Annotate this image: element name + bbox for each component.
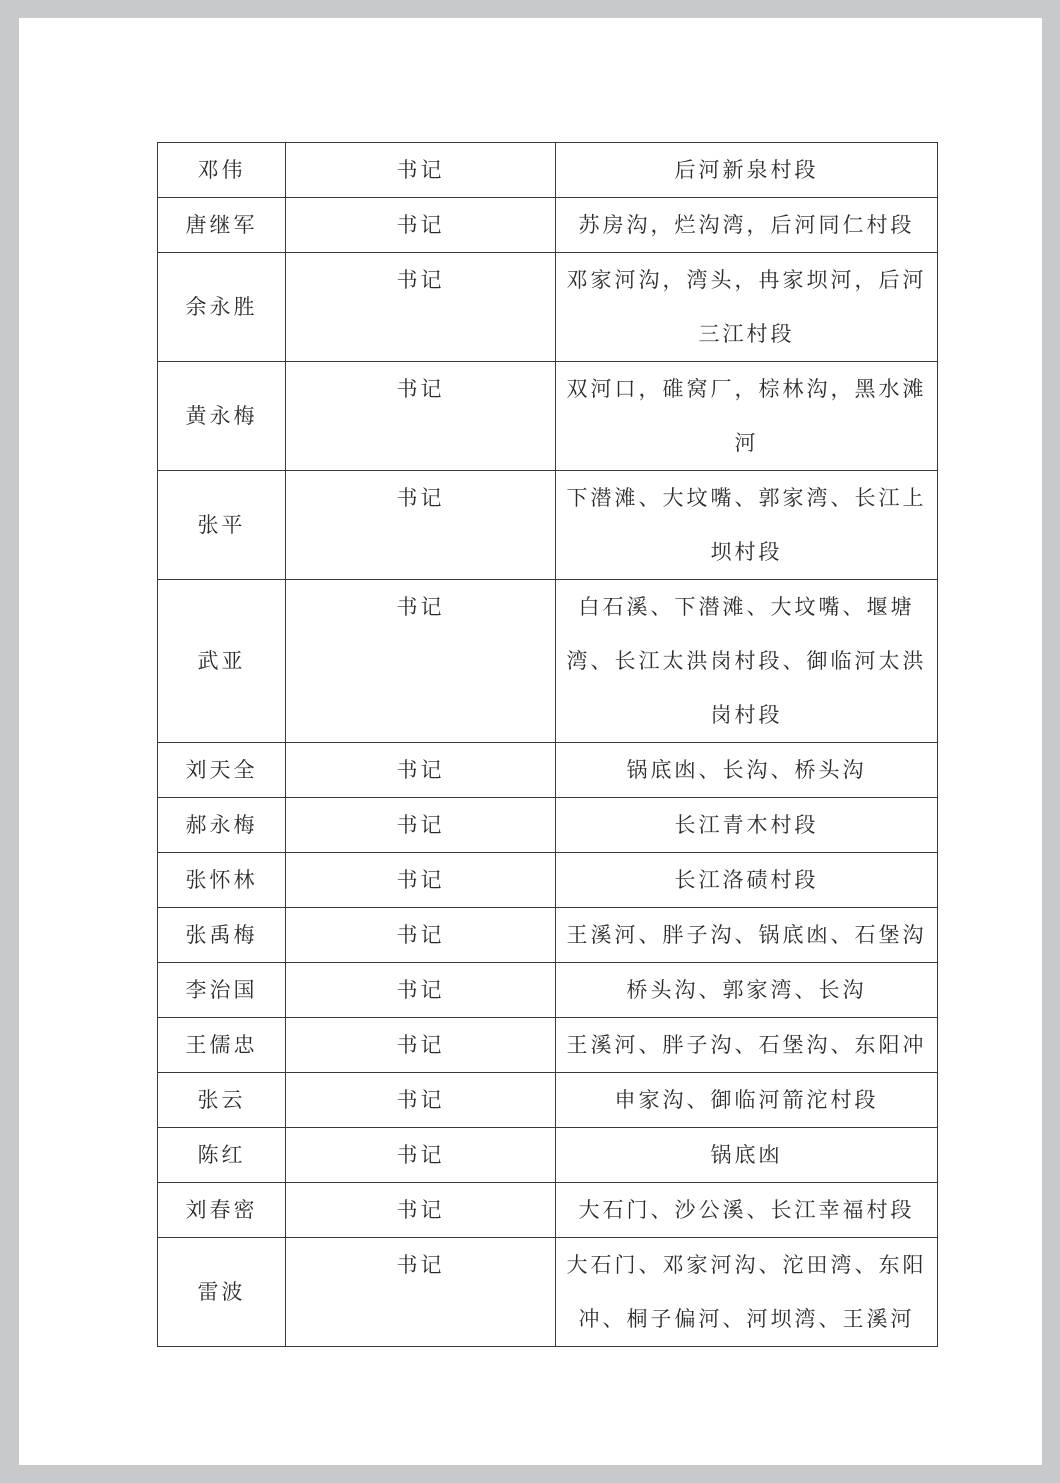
area-cell: 下潜滩、大坟嘴、郭家湾、长江上坝村段 bbox=[556, 471, 938, 580]
area-cell: 申家沟、御临河箭沱村段 bbox=[556, 1073, 938, 1128]
table-row bbox=[158, 798, 938, 853]
name-cell: 郝永梅 bbox=[158, 798, 286, 853]
table-row bbox=[158, 253, 938, 362]
area-cell: 长江洛碛村段 bbox=[556, 853, 938, 908]
table-row bbox=[158, 743, 938, 798]
area-cell: 大石门、沙公溪、长江幸福村段 bbox=[556, 1183, 938, 1238]
area-cell: 王溪河、胖子沟、锅底凼、石堡沟 bbox=[556, 908, 938, 963]
role-cell: 书记 bbox=[286, 963, 556, 1018]
area-cell: 邓家河沟，湾头，冉家坝河，后河三江村段 bbox=[556, 253, 938, 362]
role-cell: 书记 bbox=[286, 253, 556, 362]
table-row bbox=[158, 1128, 938, 1183]
table-row bbox=[158, 362, 938, 471]
name-cell: 张禹梅 bbox=[158, 908, 286, 963]
area-cell: 桥头沟、郭家湾、长沟 bbox=[556, 963, 938, 1018]
role-cell: 书记 bbox=[286, 198, 556, 253]
role-cell: 书记 bbox=[286, 1073, 556, 1128]
name-cell: 武亚 bbox=[158, 580, 286, 743]
role-cell: 书记 bbox=[286, 580, 556, 743]
name-cell: 余永胜 bbox=[158, 253, 286, 362]
area-cell: 大石门、邓家河沟、沱田湾、东阳冲、桐子偏河、河坝湾、王溪河 bbox=[556, 1238, 938, 1347]
name-cell: 邓伟 bbox=[158, 143, 286, 198]
area-cell: 锅底凼 bbox=[556, 1128, 938, 1183]
table-row bbox=[158, 1073, 938, 1128]
table-row bbox=[158, 1018, 938, 1073]
role-cell: 书记 bbox=[286, 1018, 556, 1073]
table-row bbox=[158, 198, 938, 253]
role-cell: 书记 bbox=[286, 362, 556, 471]
name-cell: 张云 bbox=[158, 1073, 286, 1128]
table-row bbox=[158, 143, 938, 198]
name-cell: 李治国 bbox=[158, 963, 286, 1018]
name-cell: 刘春密 bbox=[158, 1183, 286, 1238]
role-cell: 书记 bbox=[286, 853, 556, 908]
river-chief-table bbox=[157, 142, 938, 1347]
table-row bbox=[158, 471, 938, 580]
role-cell: 书记 bbox=[286, 1128, 556, 1183]
name-cell: 刘天全 bbox=[158, 743, 286, 798]
area-cell: 长江青木村段 bbox=[556, 798, 938, 853]
area-cell: 锅底凼、长沟、桥头沟 bbox=[556, 743, 938, 798]
table-row bbox=[158, 1183, 938, 1238]
name-cell: 张怀林 bbox=[158, 853, 286, 908]
role-cell: 书记 bbox=[286, 798, 556, 853]
role-cell: 书记 bbox=[286, 908, 556, 963]
area-cell: 王溪河、胖子沟、石堡沟、东阳冲 bbox=[556, 1018, 938, 1073]
name-cell: 黄永梅 bbox=[158, 362, 286, 471]
role-cell: 书记 bbox=[286, 1238, 556, 1347]
table-row bbox=[158, 1238, 938, 1347]
table-row bbox=[158, 963, 938, 1018]
name-cell: 唐继军 bbox=[158, 198, 286, 253]
name-cell: 雷波 bbox=[158, 1238, 286, 1347]
name-cell: 陈红 bbox=[158, 1128, 286, 1183]
table-row bbox=[158, 580, 938, 743]
name-cell: 张平 bbox=[158, 471, 286, 580]
table-row bbox=[158, 908, 938, 963]
role-cell: 书记 bbox=[286, 143, 556, 198]
document-page bbox=[19, 18, 1042, 1465]
role-cell: 书记 bbox=[286, 743, 556, 798]
area-cell: 白石溪、下潜滩、大坟嘴、堰塘湾、长江太洪岗村段、御临河太洪岗村段 bbox=[556, 580, 938, 743]
role-cell: 书记 bbox=[286, 1183, 556, 1238]
area-cell: 苏房沟，烂沟湾，后河同仁村段 bbox=[556, 198, 938, 253]
table-row bbox=[158, 853, 938, 908]
name-cell: 王儒忠 bbox=[158, 1018, 286, 1073]
role-cell: 书记 bbox=[286, 471, 556, 580]
area-cell: 双河口，碓窝厂，棕林沟，黑水滩河 bbox=[556, 362, 938, 471]
area-cell: 后河新泉村段 bbox=[556, 143, 938, 198]
